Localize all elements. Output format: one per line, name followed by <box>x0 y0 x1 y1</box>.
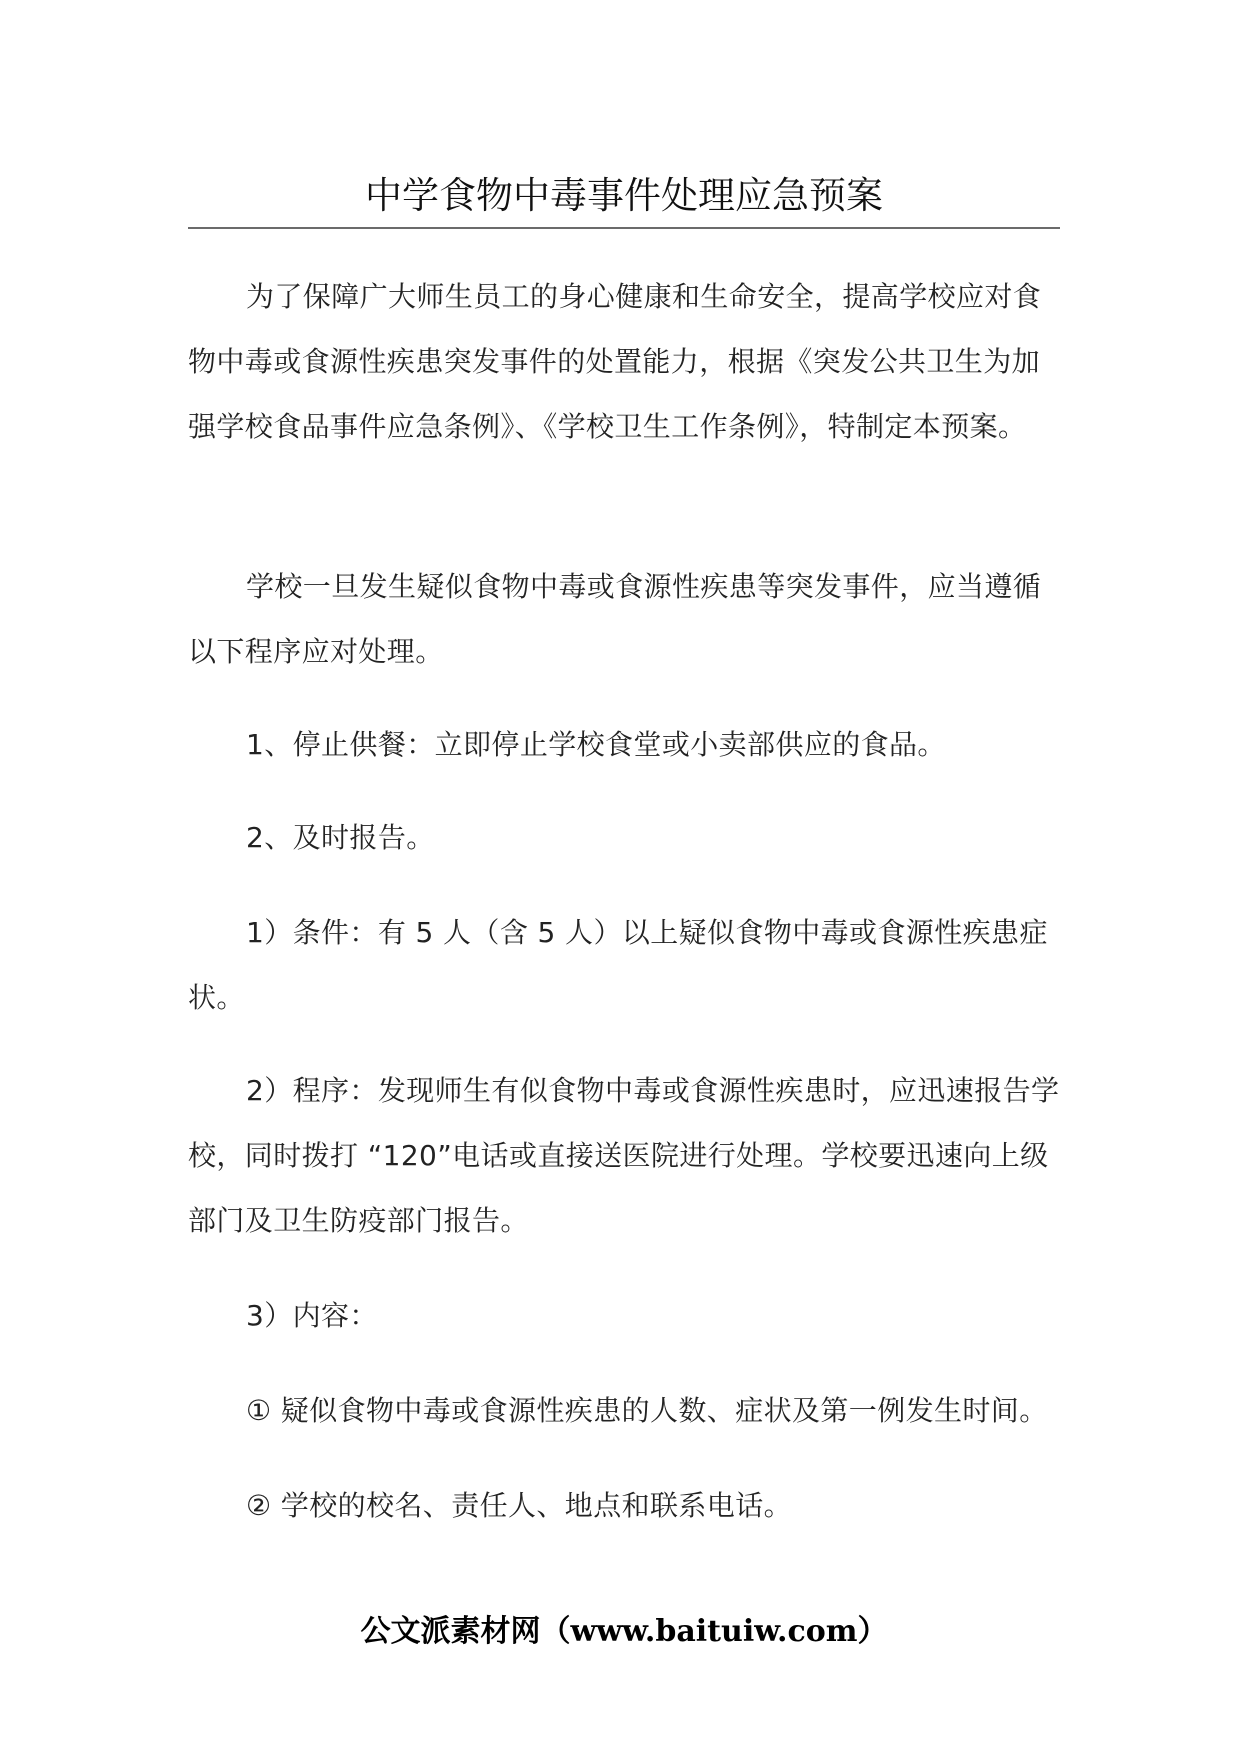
step-report: 2、及时报告。 <box>246 821 435 854</box>
procedure-intro-paragraph: 学校一旦发生疑似食物中毒或食源性疾患等突发事件，应当遵循以下程序应对处理。 <box>188 570 1042 668</box>
report-content-item-1: ① 疑似食物中毒或食源性疾患的人数、症状及第一例发生时间。 <box>246 1394 1048 1427</box>
intro-paragraph: 为了保障广大师生员工的身心健康和生命安全，提高学校应对食物中毒或食源性疾患突发事件的处置能力，根据《突发公共卫生为加强学校食品事件应急条例》、《学校卫生工作条例》，特制定本预案。 <box>188 280 1042 443</box>
report-content-item-2: ② 学校的校名、责任人、地点和联系电话。 <box>246 1489 793 1522</box>
step-stop-supply: 1、停止供餐：立即停止学校食堂或小卖部供应的食品。 <box>246 728 946 761</box>
source-footer: 公文派素材网（www.baituiw.com） <box>360 1614 888 1649</box>
document-title: 中学食物中毒事件处理应急预案 <box>365 174 883 217</box>
report-content-heading: 3）内容： <box>246 1299 378 1332</box>
title-underline <box>188 227 1060 229</box>
report-condition: 1）条件：有 5 人（含 5 人）以上疑似食物中毒或食源性疾患症状。 <box>188 916 1048 1014</box>
report-procedure: 2）程序：发现师生有似食物中毒或食源性疾患时，应迅速报告学校，同时拨打 “120”电话或直接送医院进行处理。学校要迅速向上级部门及卫生防疫部门报告。 <box>188 1074 1060 1237</box>
